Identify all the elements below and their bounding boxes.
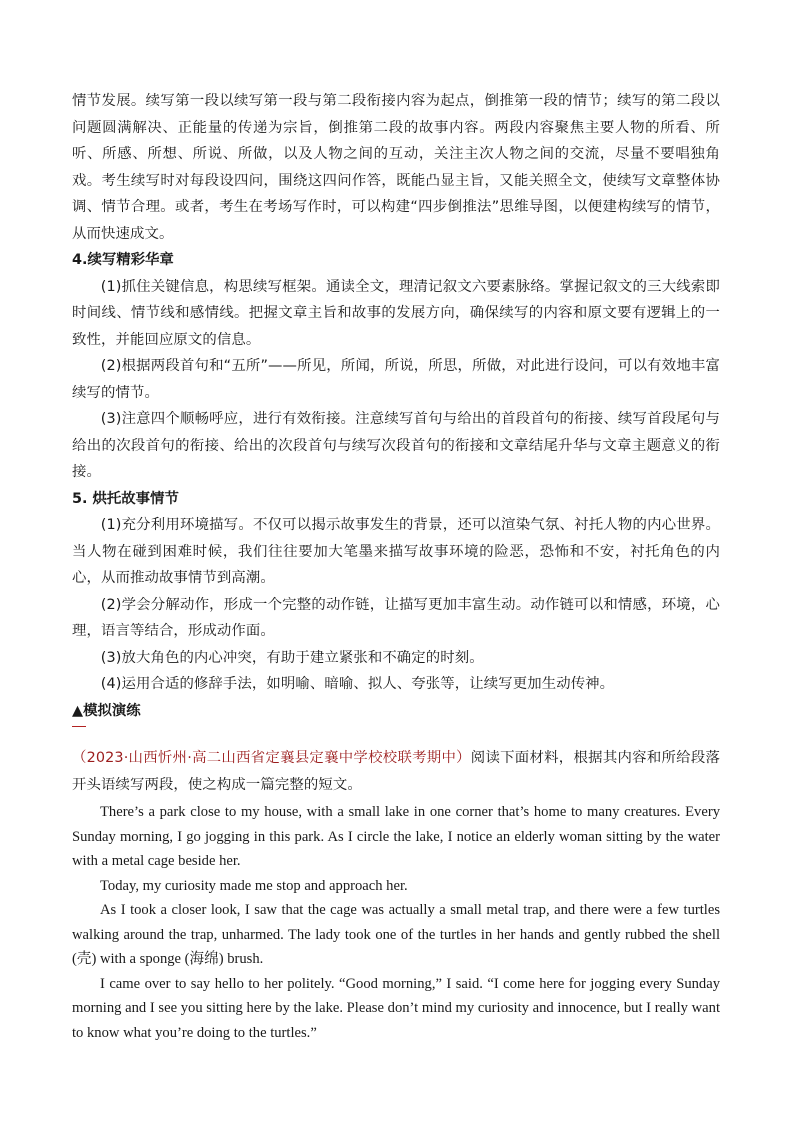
- section-5-item: (3)放大角色的内心冲突，有助于建立紧张和不确定的时刻。: [100, 649, 484, 666]
- intro-paragraph: 情节发展。续写第一段以续写第一段与第二段衔接内容为起点，倒推第一段的情节；续写的第二段以问题圆满解决、正能量的传递为宗旨，倒推第二段的故事内容。两段内容聚焦主要人物的所看、所听、所感、所想、所说、所做，以及人物之间的互动，关注主次人物之间的交流，尽量不要唱独角戏。考生续写时对每段设四问，围绕这四问作答，既能凸显主旨，又能关照全文，使续写文章整体协调、情节合理。或者，考生在考场写作时，可以构建“四步倒推法”思维导图，以便建构续写的情节，从而快速成文。: [72, 93, 720, 242]
- passage-paragraph: There’s a park close to my house, with a small lake in one corner that’s home to many creatures. Every Sunday morning, I go jogging in this park. As I circle the lake, I notice an elderly woman sitting by the water with a metal cage beside her.: [72, 804, 720, 869]
- passage-paragraph: As I took a closer look, I saw that the cage was actually a small metal trap, and there were a few turtles walking around the trap, unharmed. The lady took one of the turtles in her hands and gently rubbed the shell (壳) with a sponge (海绵) brush.: [72, 902, 720, 967]
- red-divider: [72, 726, 86, 727]
- section-4-heading: 4.续写精彩华章: [72, 252, 174, 268]
- section-4-item: (1)抓住关键信息，构思续写框架。通读全文，理清记叙文六要素脉络。掌握记叙文的三大线索即时间线、情节线和感情线。把握文章主旨和故事的发展方向，确保续写的内容和原文要有逻辑上的一致性，并能回应原文的信息。: [72, 278, 720, 348]
- instruction-text: 阅读下面材料，根据其内容和所给段落开头语续写两段，使之构成一篇完整的短文。: [72, 750, 720, 793]
- section-5-item: (4)运用合适的修辞手法，如明喻、暗喻、拟人、夸张等，让续写更加生动传神。: [100, 676, 615, 692]
- document-page: [72, 88, 720, 1045]
- section-5-item: (1)充分利用环境描写。不仅可以揭示故事发生的背景，还可以渲染气氛、衬托人物的内心世界。当人物在碰到困难时候，我们往往要加大笔墨来描写故事环境的险恶，恐怖和不安，衬托角色的内心，从而推动故事情节到高潮。: [72, 517, 720, 586]
- practice-instruction: [72, 745, 720, 798]
- exam-source: （2023·山西忻州·高二山西省定襄县定襄中学校校联考期中）: [72, 750, 471, 766]
- passage-paragraph: I came over to say hello to her politely. “Good morning,” I said. “I come here for jogging every Sunday morning and I see you sitting here by the lake. Please don’t mind my curiosity and innocence, but I really want to know what you’re doing to the turtles.”: [72, 975, 720, 1041]
- section-4-item: (3)注意四个顺畅呼应，进行有效衔接。注意续写首句与给出的首段首句的衔接、续写首段尾句与给出的次段首句的衔接、给出的次段首句与续写次段首句的衔接和文章结尾升华与文章主题意义的衔接。: [72, 411, 720, 480]
- passage-paragraph: Today, my curiosity made me stop and approach her.: [100, 877, 408, 894]
- practice-heading: ▲模拟演练: [72, 702, 141, 719]
- section-5-item: (2)学会分解动作，形成一个完整的动作链，让描写更加丰富生动。动作链可以和情感，环境，心理，语言等结合，形成动作面。: [72, 596, 720, 639]
- section-5-heading: 5. 烘托故事情节: [72, 490, 179, 507]
- section-4-item: (2)根据两段首句和“五所”——所见，所闻，所说，所思，所做，对此进行设问，可以有效地丰富续写的情节。: [72, 358, 720, 401]
